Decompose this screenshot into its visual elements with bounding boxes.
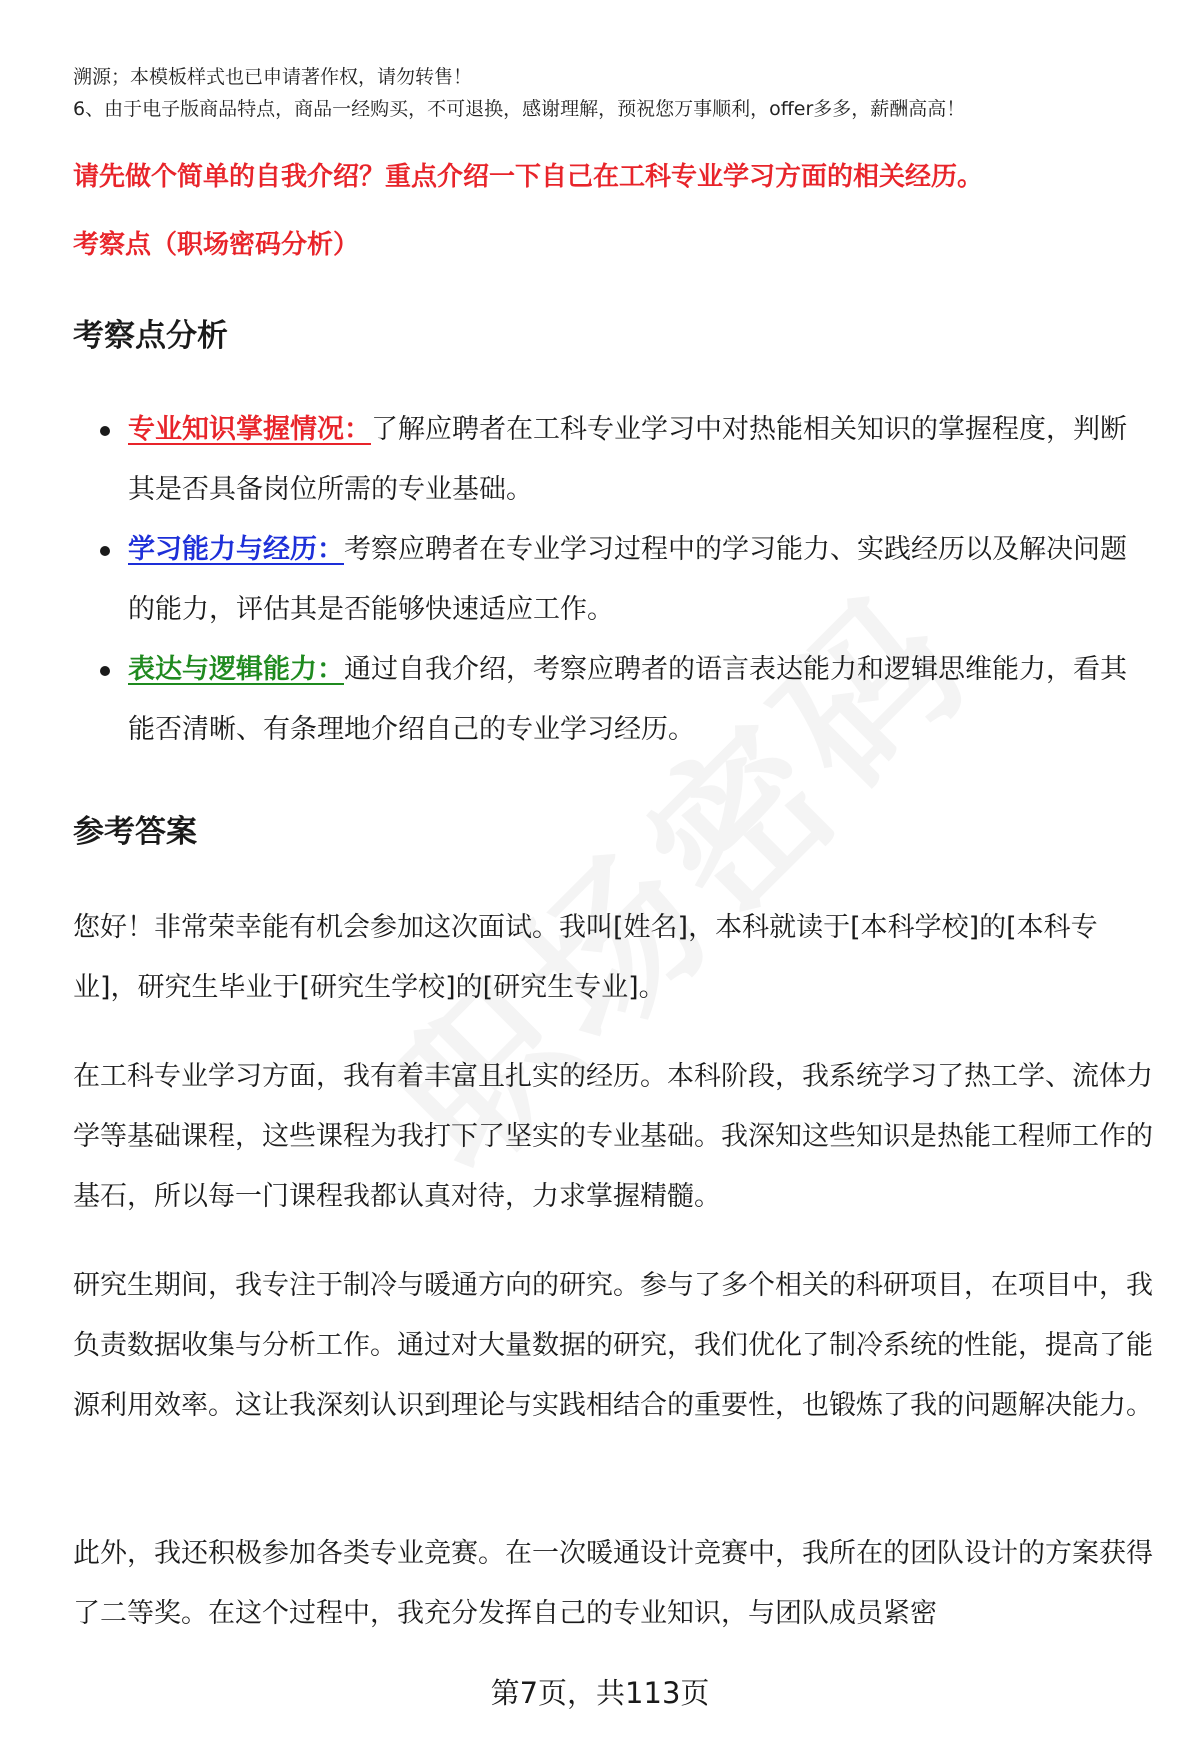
analysis-label: 学习能力与经历： bbox=[128, 534, 344, 565]
analysis-text: 考察应聘者在专业学习过程中的学习能力、实践经历以及解决问题的能力，评估其是否能够快速适应工作。 bbox=[128, 534, 1127, 625]
analysis-item-knowledge bbox=[73, 400, 1153, 520]
analysis-item-expression bbox=[73, 640, 1153, 760]
bullet-dot-icon bbox=[100, 666, 110, 676]
analysis-item-learning bbox=[73, 520, 1153, 640]
analysis-text: 了解应聘者在工科专业学习中对热能相关知识的掌握程度，判断其是否具备岗位所需的专业基础。 bbox=[128, 414, 1127, 505]
analysis-label: 专业知识掌握情况： bbox=[128, 414, 371, 445]
analysis-heading: 考察点分析 bbox=[73, 318, 228, 354]
answer-paragraph: 研究生期间，我专注于制冷与暖通方向的研究。参与了多个相关的科研项目，在项目中，我负责数据收集与分析工作。通过对大量数据的研究，我们优化了制冷系统的性能，提高了能源利用效率。这让我深刻认识到理论与实践相结合的重要性，也锻炼了我的问题解决能力。 bbox=[73, 1270, 1153, 1421]
answer-paragraph: 此外，我还积极参加各类专业竞赛。在一次暖通设计竞赛中，我所在的团队设计的方案获得了二等奖。在这个过程中，我充分发挥自己的专业知识，与团队成员紧密 bbox=[73, 1538, 1153, 1629]
analysis-text: 通过自我介绍，考察应聘者的语言表达能力和逻辑思维能力，看其能否清晰、有条理地介绍自己的专业学习经历。 bbox=[128, 654, 1127, 745]
page-number: 第7页，共113页 bbox=[490, 1676, 710, 1710]
notice-line-2: 6、由于电子版商品特点，商品一经购买，不可退换，感谢理解，预祝您万事顺利，offer多多，薪酬高高！ bbox=[73, 98, 966, 120]
answer-paragraph: 您好！非常荣幸能有机会参加这次面试。我叫[姓名]，本科就读于[本科学校]的[本科专业]，研究生毕业于[研究生学校]的[研究生专业]。 bbox=[73, 912, 1098, 1003]
analysis-list bbox=[73, 400, 1153, 760]
answer-heading: 参考答案 bbox=[73, 814, 197, 850]
exam-points-title: 考察点（职场密码分析） bbox=[73, 230, 360, 260]
interview-question: 请先做个简单的自我介绍？重点介绍一下自己在工科专业学习方面的相关经历。 bbox=[73, 162, 984, 192]
answer-paragraph: 在工科专业学习方面，我有着丰富且扎实的经历。本科阶段，我系统学习了热工学、流体力学等基础课程，这些课程为我打下了坚实的专业基础。我深知这些知识是热能工程师工作的基石，所以每一门课程我都认真对待，力求掌握精髓。 bbox=[73, 1061, 1153, 1212]
bullet-dot-icon bbox=[100, 426, 110, 436]
notice-line-1: 溯源；本模板样式也已申请著作权，请勿转售！ bbox=[73, 66, 473, 88]
analysis-label: 表达与逻辑能力： bbox=[128, 654, 344, 685]
bullet-dot-icon bbox=[100, 546, 110, 556]
